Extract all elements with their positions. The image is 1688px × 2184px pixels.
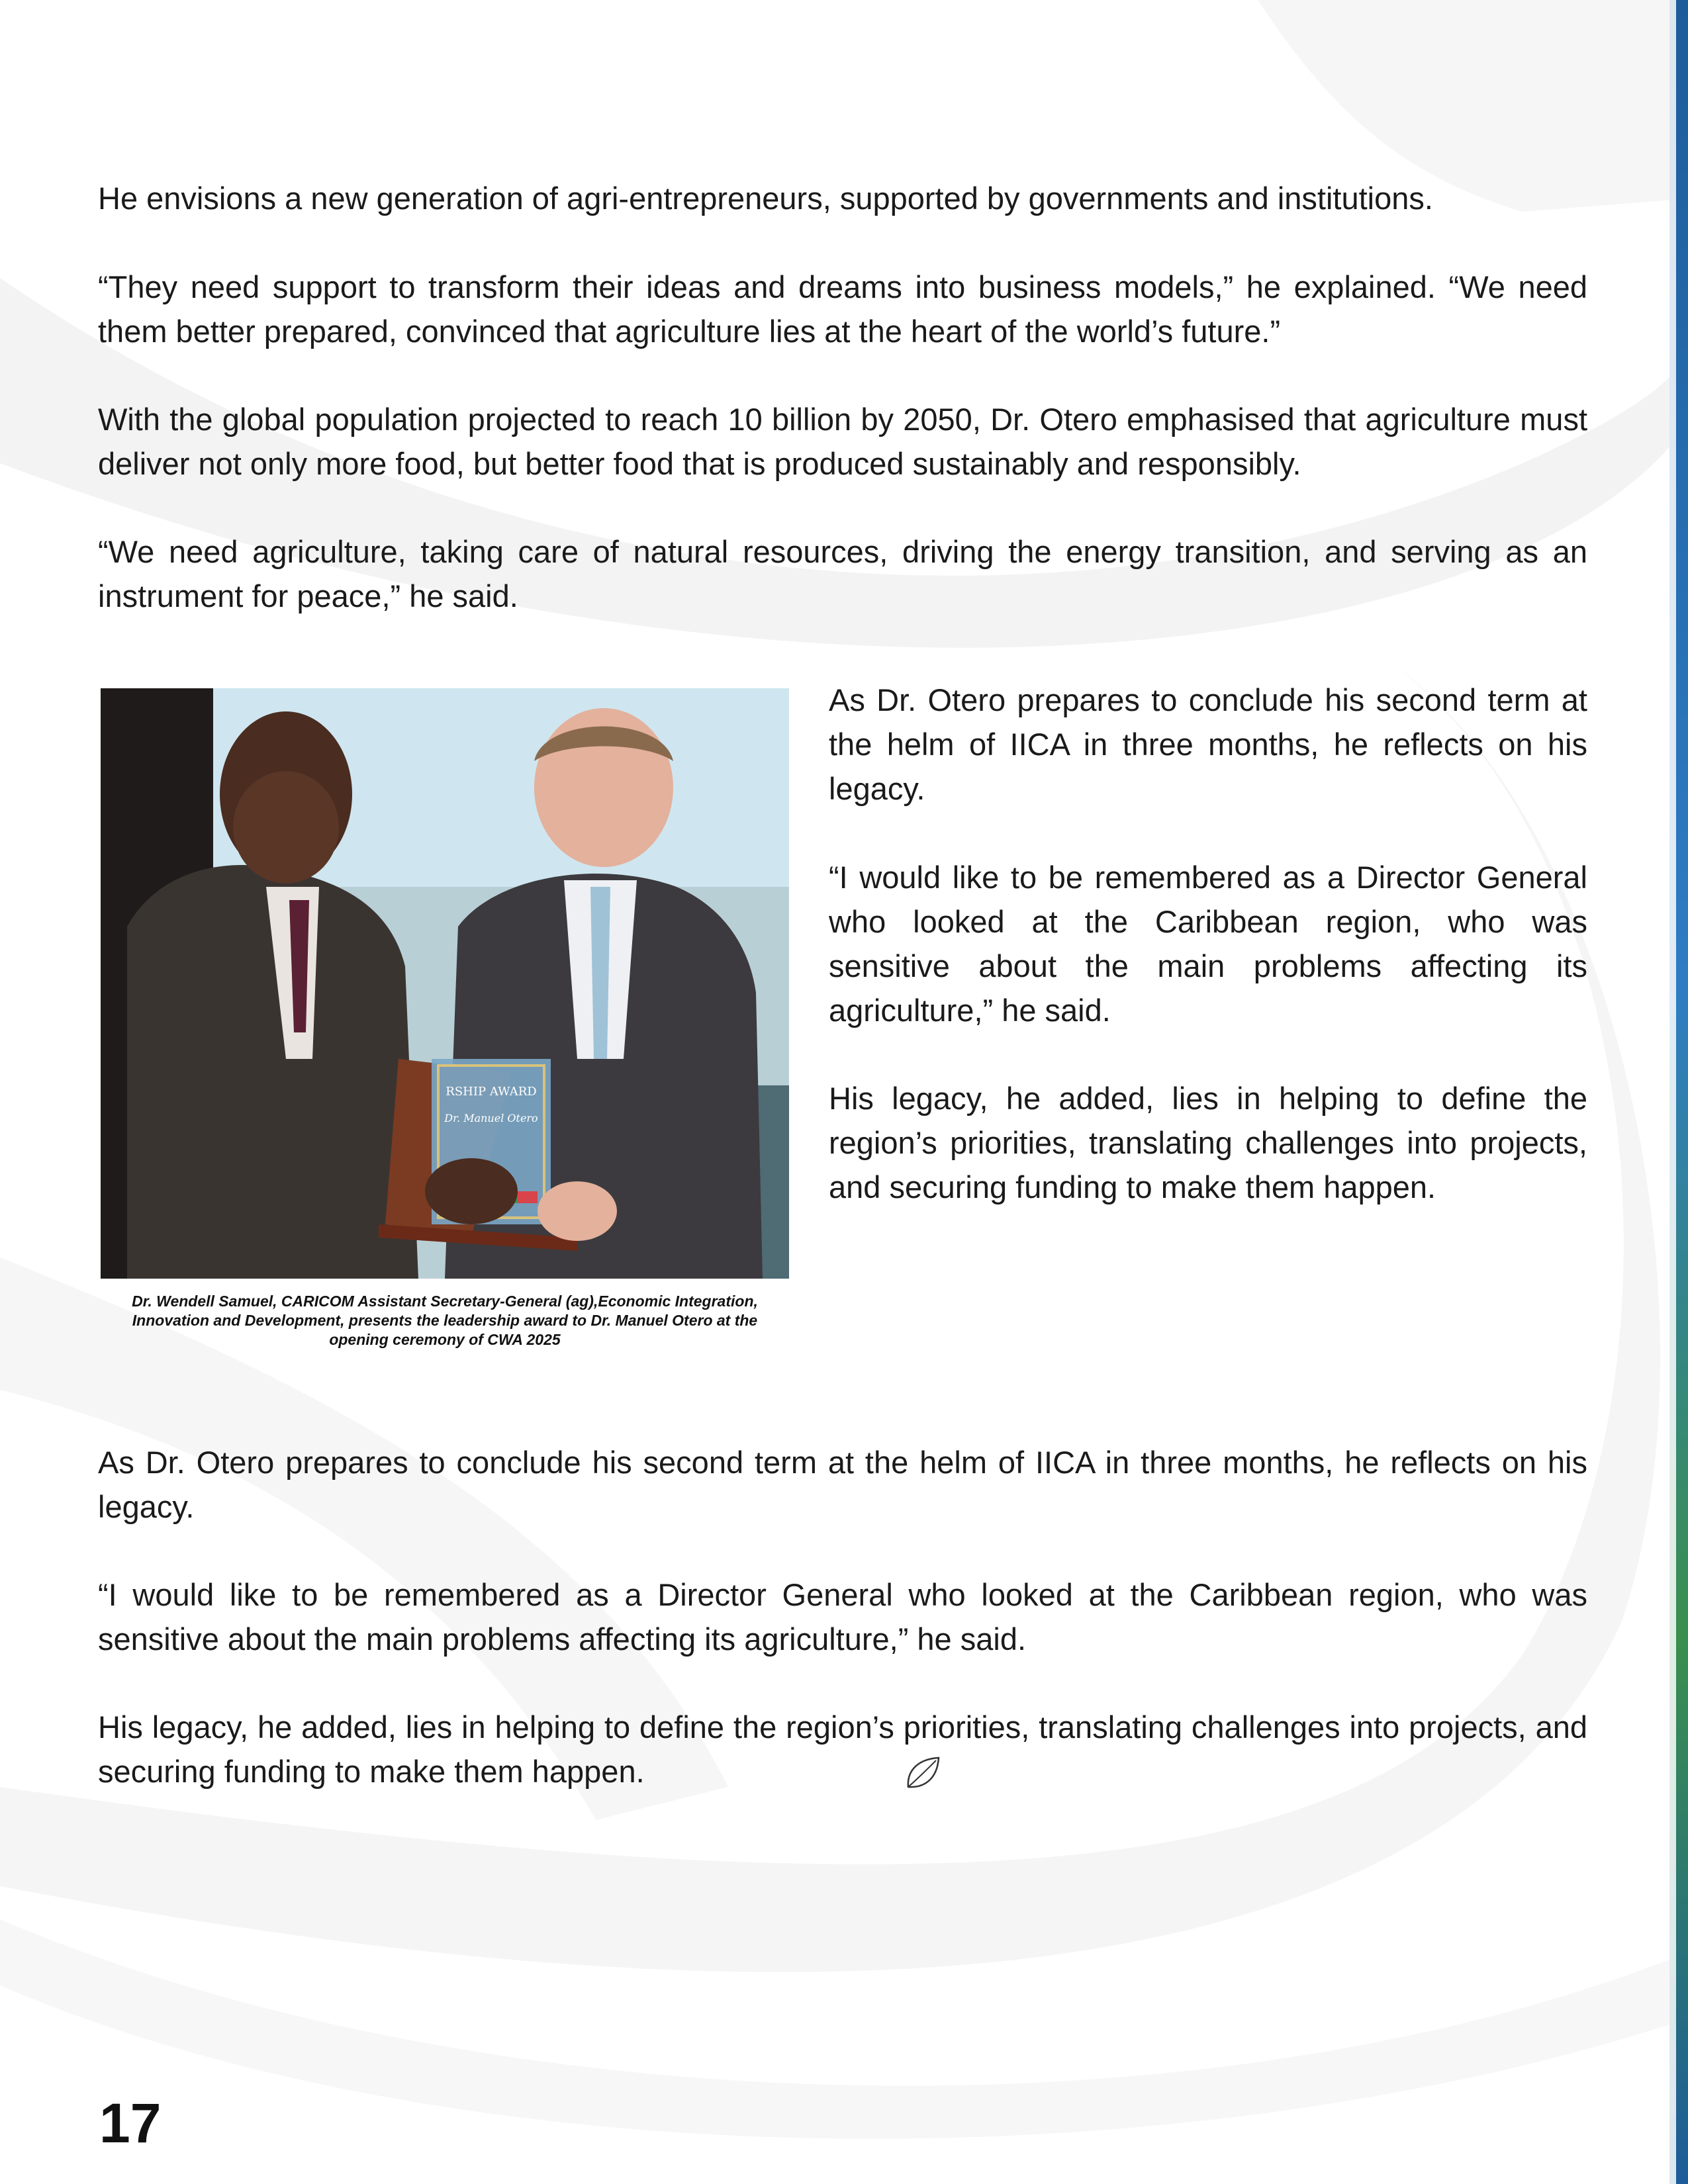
closing-paragraph: As Dr. Otero prepares to conclude his second term at the helm of IICA in three months, he reflects on his legacy. <box>98 1445 1587 1524</box>
plaque-title: RSHIP AWARD <box>445 1085 537 1099</box>
photo-caption: Dr. Wendell Samuel, CARICOM Assistant Secretary-General (ag),Economic Integration, Innovation and Development, presents the leadership award to Dr. Manuel Otero at the opening ceremony of CWA 2025 <box>132 1293 758 1348</box>
article-paragraph: With the global population projected to reach 10 billion by 2050, Dr. Otero emphasised that agriculture must deliver not only more food, but better food that is produced sustainably and responsibly. <box>98 402 1587 481</box>
closing-paragraph: His legacy, he added, lies in helping to define the region’s priorities, translating challenges into projects, and securing funding to make them happen. <box>98 1709 1587 1789</box>
article-paragraph: He envisions a new generation of agri-entrepreneurs, supported by governments and institutions. <box>98 181 1433 216</box>
article-paragraph: “We need agriculture, taking care of natural resources, driving the energy transition, and serving as an instrument for peace,” he said. <box>98 534 1587 614</box>
award-photo <box>101 688 789 1279</box>
page-edge-strip <box>1669 0 1688 2184</box>
leaf-icon <box>903 1752 943 1792</box>
column-paragraph: His legacy, he added, lies in helping to define the region’s priorities, translating challenges into projects, and securing funding to make them happen. <box>829 1081 1587 1205</box>
column-paragraph: As Dr. Otero prepares to conclude his second term at the helm of IICA in three months, he reflects on his legacy. <box>829 682 1587 806</box>
plaque-name: Dr. Manuel Otero <box>444 1112 538 1124</box>
article-paragraph: “They need support to transform their ideas and dreams into business models,” he explained. “We need them better prepared, convinced that agriculture lies at the heart of the world’s future.” <box>98 269 1587 349</box>
closing-paragraph: “I would like to be remembered as a Director General who looked at the Caribbean region, who was sensitive about the main problems affecting its agriculture,” he said. <box>98 1577 1587 1657</box>
page-number: 17 <box>99 2092 162 2154</box>
column-paragraph: “I would like to be remembered as a Director General who looked at the Caribbean region, who was sensitive about the main problems affecting its agriculture,” he said. <box>829 860 1587 1028</box>
